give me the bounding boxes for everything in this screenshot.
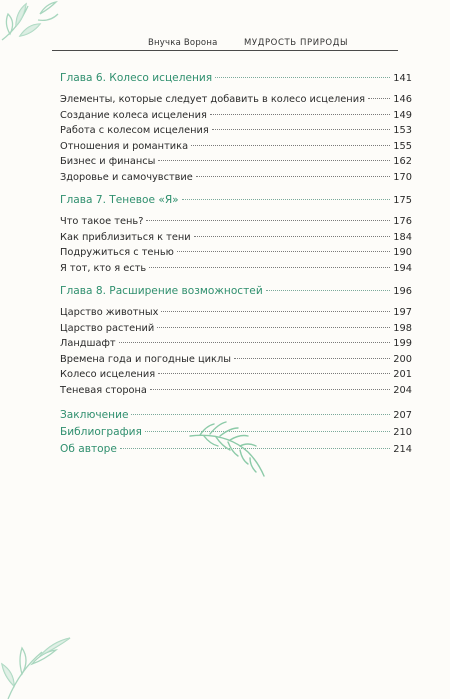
- toc-page-number: 170: [393, 171, 412, 183]
- dot-leader: [177, 251, 390, 252]
- toc-entry-row: [60, 154, 412, 170]
- toc-entry-row: [60, 321, 412, 337]
- toc-page-number: 184: [393, 231, 412, 243]
- dot-leader: [210, 114, 390, 115]
- corner-leaves-icon: [0, 630, 80, 699]
- dot-leader: [194, 236, 391, 237]
- toc-page-number: 146: [393, 94, 412, 105]
- header-author: Внучка Ворона: [148, 38, 218, 48]
- toc-page-number: 200: [393, 353, 412, 365]
- toc-entry-row: [60, 108, 412, 124]
- toc-entry-row: [60, 407, 412, 424]
- dot-leader: [215, 77, 390, 78]
- dot-leader: [182, 199, 391, 200]
- toc-entry-title: Глава 7. Теневое «Я»: [60, 194, 179, 206]
- toc-chapter-row: [60, 192, 412, 209]
- toc-entry-title: Царство растений: [60, 322, 155, 334]
- toc-entry-row: [60, 139, 412, 155]
- toc-entry-title: Ландшафт: [60, 338, 116, 349]
- corner-leaves-icon: [0, 0, 60, 60]
- toc-entry-title: Глава 6. Колесо исцеления: [60, 72, 213, 84]
- toc-entry-title: Элементы, которые следует добавить в колесо исцеления: [60, 94, 365, 105]
- toc-entry-title: Я тот, кто я есть: [60, 262, 147, 274]
- toc-entry-title: Подружиться с тенью: [60, 247, 174, 258]
- toc-chapter-row: [60, 70, 412, 87]
- toc-chapter-row: [60, 283, 412, 300]
- toc-entry-title: Бизнес и финансы: [60, 156, 156, 167]
- toc-page-number: 155: [393, 140, 412, 152]
- toc-entry-row: [60, 123, 412, 139]
- toc-entry-row: [60, 383, 412, 399]
- dot-leader: [234, 358, 390, 359]
- dot-leader: [158, 373, 390, 374]
- running-header: [0, 36, 450, 50]
- toc-page-number: 190: [393, 247, 412, 258]
- header-rule: [52, 50, 398, 51]
- toc-entry-title: Заключение: [60, 409, 129, 421]
- toc-entry-title: Об авторе: [60, 443, 117, 455]
- toc-entry-title: Отношения и романтика: [60, 140, 189, 152]
- toc-entry-row: [60, 305, 412, 321]
- dot-leader: [368, 98, 390, 99]
- toc-entry-row: [60, 245, 412, 261]
- toc-entry-title: Создание колеса исцеления: [60, 109, 207, 121]
- toc-entry-row: [60, 441, 412, 458]
- toc-entry-title: Времена года и погодные циклы: [60, 353, 231, 365]
- dot-leader: [120, 448, 390, 449]
- dot-leader: [131, 414, 390, 415]
- toc-entry-title: Работа с колесом исцеления: [60, 125, 209, 136]
- toc-page-number: 175: [393, 195, 412, 206]
- dot-leader: [145, 431, 390, 432]
- toc-entry-row: [60, 230, 412, 246]
- toc-entry-title: Библиография: [60, 426, 142, 438]
- toc-page-number: 204: [393, 384, 412, 396]
- toc-page-number: 207: [393, 410, 412, 421]
- toc-page-number: 197: [393, 307, 412, 318]
- toc-entry-row: [60, 424, 412, 441]
- toc-page-number: 210: [393, 427, 412, 438]
- toc-entry-title: Здоровье и самочувствие: [60, 171, 193, 183]
- toc-entry-title: Как приблизиться к тени: [60, 231, 191, 243]
- dot-leader: [191, 145, 390, 146]
- toc-entry-title: Что такое тень?: [60, 216, 144, 227]
- toc-entry-row: [60, 336, 412, 352]
- dot-leader: [119, 342, 391, 343]
- table-of-contents: [60, 70, 412, 458]
- dot-leader: [212, 129, 391, 130]
- toc-entry-title: Колесо исцеления: [60, 369, 156, 380]
- toc-entry-row: [60, 352, 412, 368]
- toc-entry-title: Царство животных: [60, 307, 159, 318]
- toc-entry-row: [60, 214, 412, 230]
- toc-entry-row: [60, 92, 412, 108]
- toc-page-number: 176: [393, 216, 412, 227]
- toc-entry-title: Глава 8. Расширение возможностей: [60, 285, 263, 297]
- dot-leader: [196, 176, 390, 177]
- dot-leader: [157, 327, 390, 328]
- toc-page-number: 162: [393, 156, 412, 167]
- toc-page-number: 214: [393, 444, 412, 455]
- toc-page-number: 198: [393, 322, 412, 334]
- dot-leader: [150, 389, 390, 390]
- dot-leader: [266, 290, 391, 291]
- dot-leader: [146, 220, 390, 221]
- toc-page-number: 153: [393, 125, 412, 136]
- toc-page-number: 194: [393, 262, 412, 274]
- dot-leader: [149, 267, 390, 268]
- toc-page-number: 199: [393, 338, 412, 349]
- toc-page-number: 201: [393, 369, 412, 380]
- toc-page-number: 196: [393, 286, 412, 297]
- toc-entry-title: Теневая сторона: [60, 384, 147, 396]
- toc-page-number: 149: [393, 109, 412, 121]
- header-book-title: МУДРОСТЬ ПРИРОДЫ: [244, 38, 349, 48]
- dot-leader: [161, 311, 390, 312]
- toc-entry-row: [60, 170, 412, 186]
- dot-leader: [158, 160, 390, 161]
- toc-page-number: 141: [393, 73, 412, 84]
- toc-entry-row: [60, 367, 412, 383]
- toc-entry-row: [60, 261, 412, 277]
